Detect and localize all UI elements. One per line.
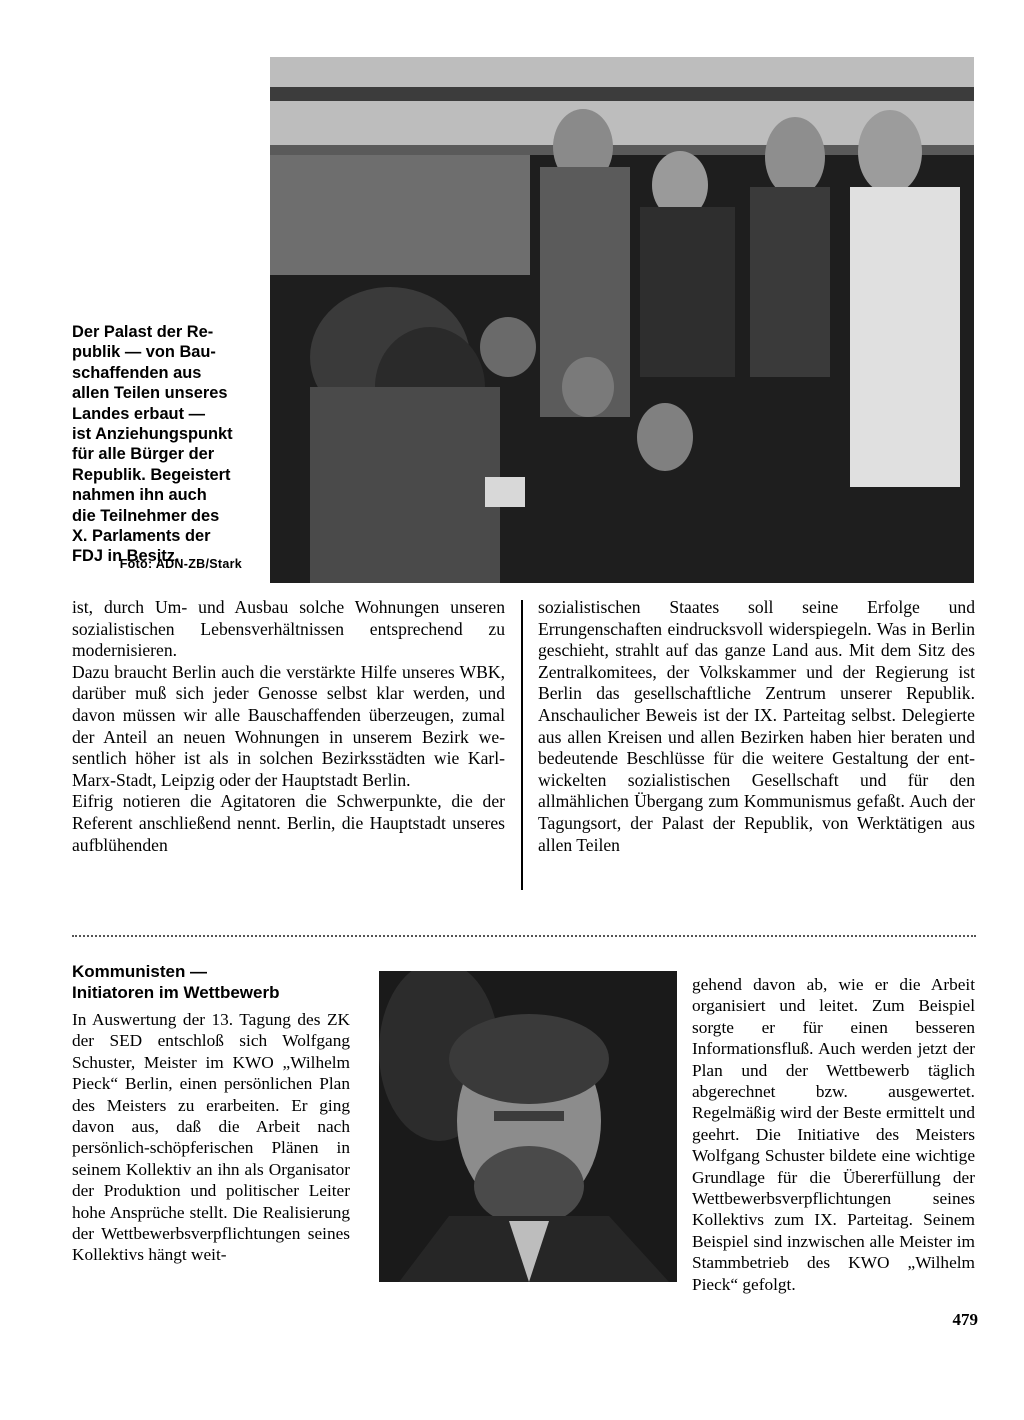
caption-line: allen Teilen unseres <box>72 384 228 403</box>
caption-line: X. Parlaments der <box>72 527 211 546</box>
lower-article-right-text <box>692 974 975 1295</box>
heading-line: Kommunisten — <box>72 962 208 981</box>
portrait-photo-graphic <box>379 971 677 1282</box>
crowd-photo <box>270 57 974 583</box>
caption-line: die Teilnehmer des <box>72 506 220 525</box>
column-divider <box>521 600 523 890</box>
lower-article-heading <box>72 962 372 1003</box>
caption-line: ist Anziehungspunkt <box>72 425 233 444</box>
upper-article-left-column <box>72 597 505 856</box>
crowd-photo-graphic <box>270 57 974 583</box>
caption-line: schaffenden aus <box>72 363 202 382</box>
lower-article-left-text <box>72 1009 350 1266</box>
upper-article-right-column <box>538 597 975 856</box>
page-number: 479 <box>952 1310 978 1329</box>
paragraph: sozialistischen Staates soll seine Erfolge und Errungenschaften eindrucksvoll widerspiegeln. Was in Berlin geschieht, strahlt auf das ganze Land aus. Mit dem Sitz des Zentralkomitees, der Volkskammer und der Regierung ist Berlin das gesellschaftliche Zentrum unserer Republik. Anschaulicher Beweis ist der IX. Parteitag selbst. Delegierte aus allen Kreisen und allen Bezirken haben hier beraten und bedeutende Beschlüsse für die weitere Gestaltung der entwickelten sozialistischen Gesellschaft und für den allmählichen Übergang zum Kommunismus gefaßt. Auch der Tagungsort, der Palast der Republik, von Werktätigen aus allen Teilen <box>538 597 975 855</box>
caption-line: FDJ in Besitz. <box>72 547 180 566</box>
paragraph: gehend davon ab, wie er die Arbeit organisiert und leitet. Zum Beispiel sorgte er für einen besseren Informationsfluß. Auch werden jetzt der Plan und der Wettbewerb täglich abgerechnet bzw. ausgewertet. Regelmäßig wird der Beste ermittelt und geehrt. Die Initiative des Meisters Wolfgang Schuster bildete eine wichtige Grundlage für die Übererfüllung der Wettbewerbsverpflichtungen seines Kollektivs zum IX. Parteitag. Seinem Beispiel sind inzwischen alle Meister im Stammbetrieb des KWO „Wilhelm Pieck“ gefolgt. <box>692 975 975 1294</box>
caption-line: publik — von Bau- <box>72 343 216 362</box>
paragraph: In Auswertung der 13. Tagung des ZK der SED entschloß sich Wolfgang Schuster, Meister im KWO „Wilhelm Pieck“ Berlin, einen persönlichen Plan des Meisters zu erarbeiten. Er ging davon aus, daß die Arbeit nach persönlich-schöpferischen Plänen in seinem Kollektiv an ihn als Organisator der Produktion und politischer Leiter hohe Ansprüche stellt. Die Realisierung der Wettbewerbsverpflichtungen seines Kollektivs hängt weit- <box>72 1010 350 1265</box>
photo-caption <box>72 322 246 567</box>
caption-line: Republik. Begeistert <box>72 465 231 484</box>
portrait-photo <box>379 971 677 1282</box>
paragraph: ist, durch Um- und Ausbau solche Wohnungen unseren sozialistischen Lebensverhältnissen entsprechend zu modernisieren. <box>72 597 505 661</box>
caption-line: Landes erbaut — <box>72 404 205 423</box>
caption-line: nahmen ihn auch <box>72 486 207 505</box>
paragraph: Dazu braucht Berlin auch die verstärkte Hilfe unseres WBK, darüber muß sich jeder Genosse selbst klar werden, und davon müssen wir alle Bauschaffenden überzeugen, zumal der Anteil an neuen Wohnungen in unserem Bezirk wesentlich höher ist als in solchen Bezirksstädten wie Karl-Marx-Stadt, Leipzig oder der Hauptstadt Berlin. <box>72 661 505 790</box>
caption-line: für alle Bürger der <box>72 445 215 464</box>
paragraph: Eifrig notieren die Agitatoren die Schwerpunkte, die der Referent anschließend nennt. Berlin, die Hauptstadt unseres aufblühenden <box>72 791 505 855</box>
photo-credit: Foto: ADN-ZB/Stark <box>119 557 242 571</box>
heading-line: Initiatoren im Wettbewerb <box>72 982 280 1002</box>
section-divider <box>72 935 976 937</box>
caption-line: Der Palast der Re- <box>72 323 214 341</box>
